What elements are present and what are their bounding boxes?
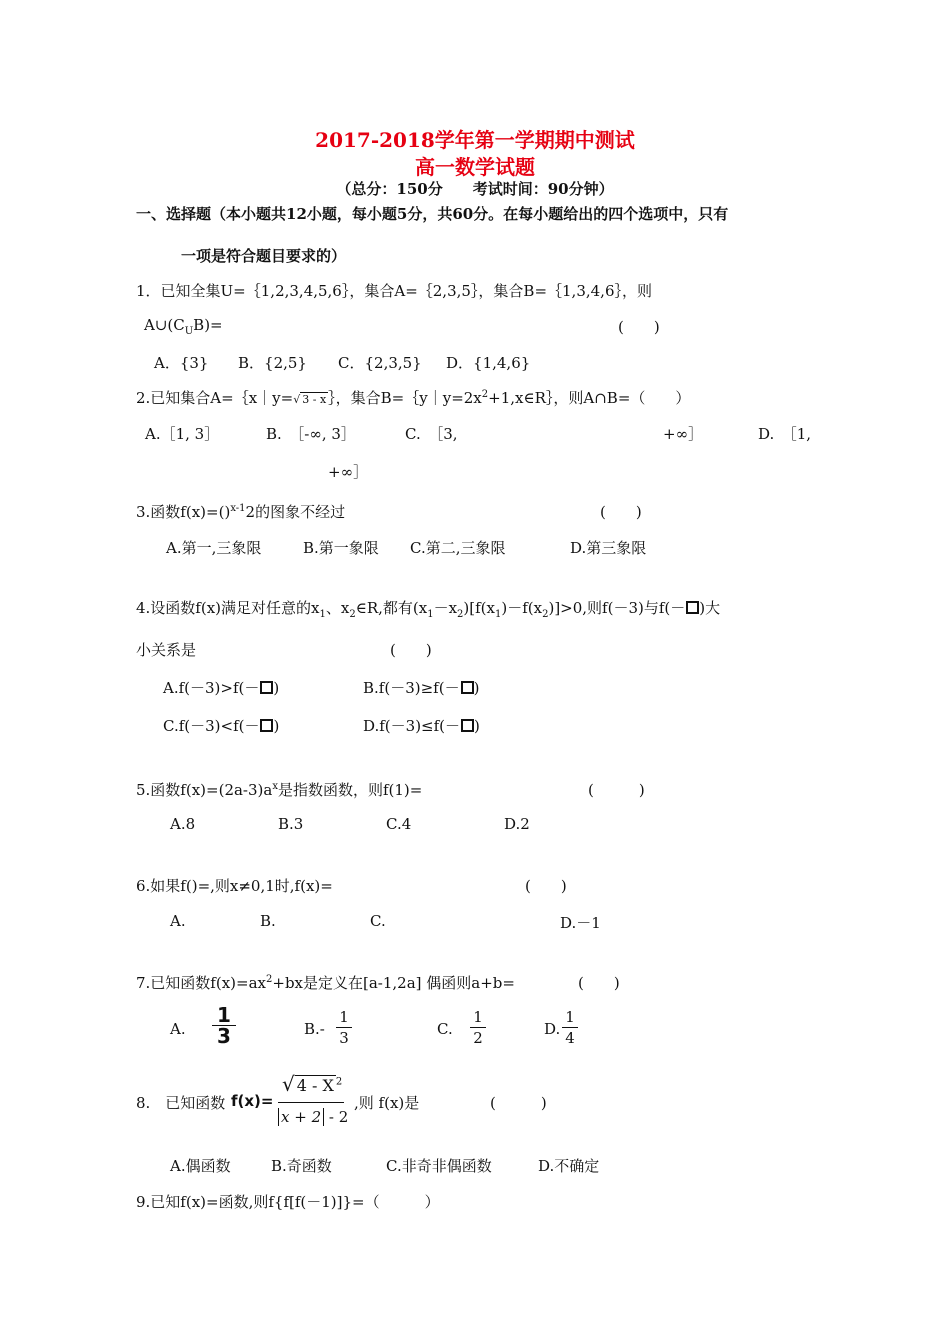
exam-subtitle: 高一数学试题 [415, 155, 535, 179]
section-heading-cont: 一项是符合题目要求的） [181, 247, 347, 265]
q3-answer-paren: ( ) [600, 503, 642, 521]
q5-option-b: B.3 [278, 815, 304, 833]
q7-option-c-fraction: 1 2 [470, 1008, 486, 1047]
q4-answer-paren: ( ) [390, 641, 432, 659]
q4-stem: 4.设函数f(x)满足对任意的$x_1$、$x_2\in R$,都有$(x_1-x_2)[f(x_1)-f(x_2)]>0$,则f(－3)与f(－ )大 [136, 599, 721, 620]
q6-option-d: D.－1 [560, 914, 601, 932]
q6-option-c: C. [370, 912, 386, 930]
q3-option-b: B.第一象限 [303, 539, 379, 557]
q6-answer-paren: ( ) [525, 877, 567, 895]
q1-answer-paren: ( ) [618, 318, 660, 336]
q1-stem: 1．已知全集U=｛1,2,3,4,5,6｝，集合A=｛2,3,5｝，集合B=｛1,3,4,6｝，则 [136, 282, 652, 300]
q3-option-a: A.第一,三象限 [166, 539, 262, 557]
q8-option-b: B.奇函数 [271, 1157, 332, 1175]
exam-title: 2017-2018学年第一学期期中测试 [315, 128, 635, 152]
q1-stem-cont: $A\cup(C_UB)=$ [144, 316, 223, 337]
exam-info: （总分：150分 考试时间：90分钟） [336, 180, 614, 198]
missing-glyph-box [686, 601, 699, 614]
q7-option-a-label: A. [170, 1020, 186, 1038]
q2-option-c: C. ［3, [405, 425, 458, 443]
q1-option-a: A．{3} [154, 354, 209, 372]
section-heading: 一、选择题（本小题共12小题，每小题5分，共60分。在每小题给出的四个选项中，只有 [136, 205, 729, 223]
missing-glyph-box [461, 681, 474, 694]
q8-denominator: x + 2 - 2 [278, 1108, 348, 1126]
q8-function-name: f(x)= [231, 1092, 274, 1110]
q8-option-c: C.非奇非偶函数 [386, 1157, 492, 1175]
missing-glyph-box [260, 719, 273, 732]
missing-glyph-box [461, 719, 474, 732]
q4-option-b: B.f(－3)≥f(－ ) [363, 679, 480, 697]
q6-option-a: A. [170, 912, 186, 930]
q5-option-a: A.8 [170, 815, 196, 833]
q7-option-c-label: C. [437, 1020, 453, 1038]
q7-option-d-label: D. [544, 1020, 561, 1038]
q1-option-c: C．{2,3,5} [338, 354, 422, 372]
q4-stem-cont: 小关系是 [136, 641, 197, 659]
q7-answer-paren: ( ) [578, 974, 620, 992]
q6-stem: 6.如果f()=,则x≠0,1时,f(x)= [136, 877, 333, 895]
q3-option-d: D.第三象限 [570, 539, 647, 557]
q7-stem: 7.已知函数$f(x)=ax^2+bx$是定义在[a-1,2a] 偶函则a+b= [136, 974, 515, 992]
q3-stem: 3.函数f(x)=()$^{x-1}$2的图象不经过 [136, 503, 346, 521]
q2-stem: 2.已知集合A=｛x｜y=√ 3 - x ｝，集合$B=\{y|y=2x^2+1,x\in R\}$，则A∩B=（ ） [136, 389, 691, 407]
q3-option-c: C.第二,三象限 [410, 539, 506, 557]
q8-fraction [278, 1070, 348, 1136]
q5-answer-paren: ( ) [588, 781, 645, 799]
q4-option-d: D.f(－3)≤f(－ ) [363, 717, 480, 735]
q2-sqrt: 3 - x [302, 393, 327, 406]
missing-glyph-box [260, 681, 273, 694]
q8-option-a: A.偶函数 [170, 1157, 231, 1175]
q2-option-b: B. ［-∞, 3］ [266, 425, 356, 443]
q5-option-d: D.2 [504, 815, 530, 833]
q8-stem-cont: ,则 f(x)是 [354, 1094, 420, 1112]
q5-option-c: C.4 [386, 815, 412, 833]
q4-option-a: A.f(－3)>f(－ ) [163, 679, 280, 697]
q8-stem-label: 8. 已知函数 [136, 1094, 226, 1112]
q7-option-d-fraction: 1 4 [562, 1008, 578, 1047]
q8-option-d: D.不确定 [538, 1157, 600, 1175]
q1-option-d: D．{1,4,6} [446, 354, 531, 372]
q8-numerator: √ 4 - X $^2$ [282, 1072, 343, 1096]
q4-option-c: C.f(－3)<f(－ ) [163, 717, 280, 735]
q2-option-a: A.［1, 3］ [145, 425, 220, 443]
q9-stem: 9.已知f(x)=函数,则f{f[f(－1)]}=（ ） [136, 1193, 440, 1211]
q2-option-d: D. ［1, [758, 425, 812, 443]
q6-option-b: B. [260, 912, 276, 930]
q2-option-d-end: +∞］ [328, 463, 369, 481]
q7-option-b-label: B.- [304, 1020, 325, 1038]
q5-stem: 5.函数$f(x)=(2a-3)a^x$是指数函数，则f(1)= [136, 781, 423, 799]
q1-option-b: B．{2,5} [238, 354, 307, 372]
q8-answer-paren: ( ) [490, 1094, 547, 1112]
q7-option-a-fraction: 1 3 [212, 1006, 236, 1045]
q7-option-b-fraction: 1 3 [336, 1008, 352, 1047]
q2-option-c-end: +∞］ [663, 425, 704, 443]
